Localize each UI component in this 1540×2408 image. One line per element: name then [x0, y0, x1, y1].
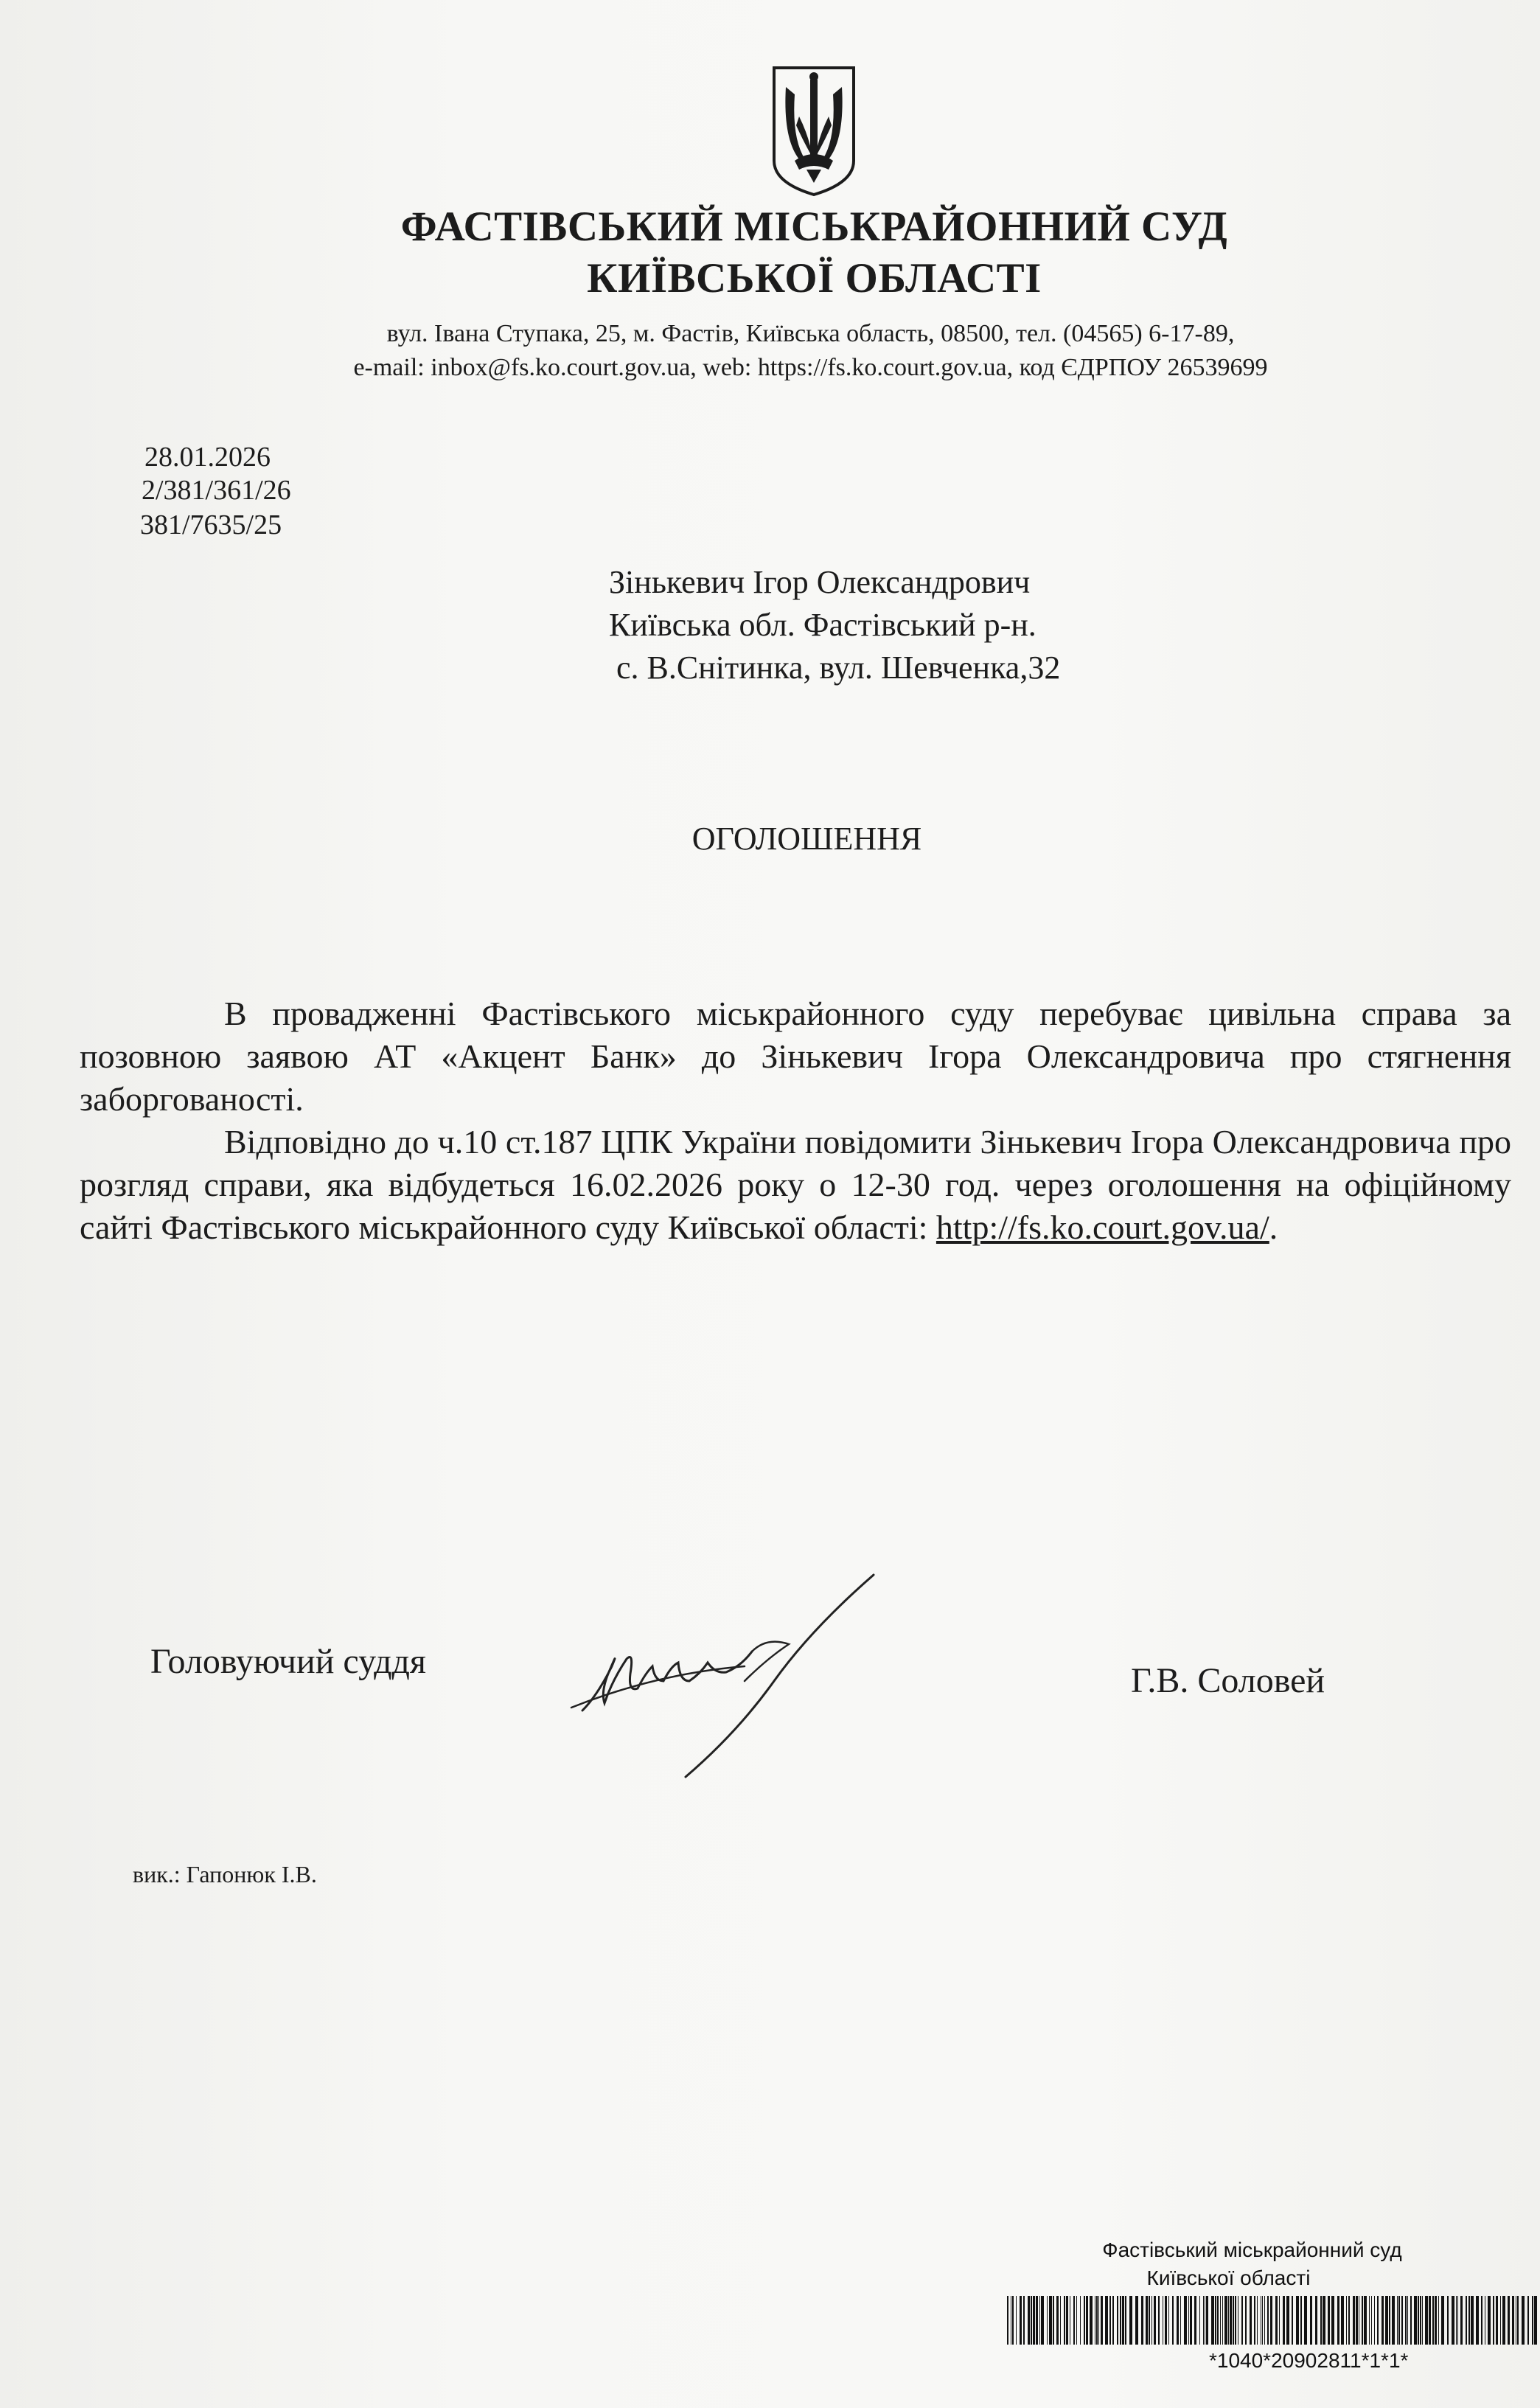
barcode-bar [1090, 2296, 1093, 2345]
barcode-bar [1125, 2296, 1126, 2345]
barcode-bar [1418, 2296, 1419, 2345]
barcode-bar [1016, 2296, 1017, 2345]
barcode-bar [1512, 2296, 1514, 2345]
trident-emblem-icon [770, 65, 858, 198]
barcode-bar [1275, 2296, 1278, 2345]
outgoing-number: 2/381/361/26 [142, 475, 291, 506]
barcode-bar [1517, 2296, 1519, 2345]
barcode-bar [1120, 2296, 1121, 2345]
barcode-bar [1228, 2296, 1229, 2345]
barcode-bar [1283, 2296, 1285, 2345]
barcode-bar [1346, 2296, 1347, 2345]
barcode-bar [1233, 2296, 1234, 2345]
barcode-bar [1420, 2296, 1421, 2345]
barcode-bar [1356, 2296, 1358, 2345]
barcode-bar [1146, 2296, 1148, 2345]
barcode-bar [1039, 2296, 1040, 2345]
barcode-bar [1267, 2296, 1269, 2345]
barcode-bar [1447, 2296, 1449, 2345]
barcode-bar [1158, 2296, 1160, 2345]
barcode-bar [1500, 2296, 1501, 2345]
stamp-court-name: Фастівський міськрайонний суд [1102, 2238, 1402, 2261]
barcode-bar [1257, 2296, 1258, 2345]
barcode-bar [1217, 2296, 1219, 2345]
barcode-bar [1364, 2296, 1367, 2345]
barcode-bar [1414, 2296, 1417, 2345]
barcode-bar [1323, 2296, 1325, 2345]
barcode-bar [1471, 2296, 1474, 2345]
barcode-bar [1488, 2296, 1491, 2345]
recipient-name: Зінькевич Ігор Олександрович [609, 564, 1031, 600]
barcode-bar [1084, 2296, 1085, 2345]
barcode-bar [1374, 2296, 1375, 2345]
barcode-bar [1224, 2296, 1227, 2345]
barcode-bar [1023, 2296, 1025, 2345]
barcode-bar [1362, 2296, 1363, 2345]
notice-paragraph-1: В провадженні Фастівського міськрайонного суду перебуває цивільна справа за позовною заявою АТ «Акцент Банк» до Зінькевич Ігора Олександровича про стягнення заборгованості. [80, 995, 1511, 1118]
barcode-bar [1194, 2296, 1196, 2345]
barcode-bar [1172, 2296, 1174, 2345]
barcode-bar [1190, 2296, 1192, 2345]
barcode-bar [1066, 2296, 1068, 2345]
barcode-bar [1073, 2296, 1075, 2345]
barcode-bar [1410, 2296, 1412, 2345]
executor-note: вик.: Гапонюк І.В. [133, 1861, 317, 1887]
barcode-bar [1468, 2296, 1470, 2345]
barcode-bar [1141, 2296, 1143, 2345]
barcode-bar [1353, 2296, 1355, 2345]
barcode-bar [1286, 2296, 1289, 2345]
barcode-bar [1522, 2296, 1525, 2345]
barcode-bar [1457, 2296, 1458, 2345]
notice-paragraph-2-end: . [1269, 1208, 1278, 1246]
barcode-bar [1007, 2296, 1008, 2345]
barcode-bar [1211, 2296, 1214, 2345]
barcode-bar [1460, 2296, 1463, 2345]
barcode-bar [1493, 2296, 1494, 2345]
barcode-bar [1348, 2296, 1350, 2345]
barcode-bar [1496, 2296, 1498, 2345]
court-address: вул. Івана Ступака, 25, м. Фастів, Київська область, 08500, тел. (04565) 6-17-89, [386, 320, 1235, 347]
barcode-bar [1028, 2296, 1030, 2345]
barcode-bar [1328, 2296, 1330, 2345]
barcode-bar [1534, 2296, 1537, 2345]
barcode-bar [1080, 2296, 1081, 2345]
barcode-bar [1262, 2296, 1263, 2345]
case-number: 381/7635/25 [140, 509, 282, 540]
barcode-bar [1168, 2296, 1169, 2345]
stamp-region: Київської області [1146, 2266, 1311, 2289]
barcode-bar [1401, 2296, 1403, 2345]
barcode-bar [1098, 2296, 1099, 2345]
barcode-bar [1456, 2296, 1457, 2345]
barcode-bar [1060, 2296, 1061, 2345]
barcode-bar [1109, 2296, 1111, 2345]
barcode-bar [1241, 2296, 1243, 2345]
barcode-icon [1003, 2296, 1540, 2345]
notice-paragraph-2-text: Відповідно до ч.10 ст.187 ЦПК України повідомити Зінькевич Ігора Олександровича про розгляд справи, яка відбудеться 16.02.2026 року о 12-30 год. через оголошення на офіційному сайті Фастівського міськрайонного суду Київської області: [80, 1123, 1511, 1246]
barcode-bar [1036, 2296, 1038, 2345]
barcode-bar [1020, 2296, 1022, 2345]
barcode-bar [1398, 2296, 1400, 2345]
handwritten-signature [568, 1563, 892, 1784]
barcode-bar [1341, 2296, 1344, 2345]
barcode-bar [1385, 2296, 1388, 2345]
barcode-bar [1407, 2296, 1408, 2345]
barcode-bar [1476, 2296, 1479, 2345]
barcode-bar [1254, 2296, 1255, 2345]
barcode-bar [1177, 2296, 1179, 2345]
court-name-line1: ФАСТІВСЬКИЙ МІСЬКРАЙОННИЙ СУД [400, 203, 1228, 250]
barcode-bar [1105, 2296, 1108, 2345]
court-contacts: e-mail: inbox@fs.ko.court.gov.ua, web: https://fs.ko.court.gov.ua, код ЄДРПОУ 26539699 [353, 354, 1268, 381]
barcode-bar [1508, 2296, 1510, 2345]
barcode-bar [1441, 2296, 1444, 2345]
barcode-bar [1199, 2296, 1200, 2345]
barcode-bar [1435, 2296, 1437, 2345]
barcode-bar [1337, 2296, 1339, 2345]
barcode-bar [1188, 2296, 1189, 2345]
barcode-bar [1165, 2296, 1167, 2345]
barcode-bar [1056, 2296, 1059, 2345]
barcode-bar [1532, 2296, 1533, 2345]
barcode-bar [1377, 2296, 1379, 2345]
barcode-bar [1331, 2296, 1334, 2345]
barcode-bar [1235, 2296, 1236, 2345]
barcode-bar [1310, 2296, 1312, 2345]
barcode-bar [1425, 2296, 1428, 2345]
barcode-bar [1429, 2296, 1431, 2345]
barcode-bar [1296, 2296, 1299, 2345]
barcode-bar [1264, 2296, 1265, 2345]
barcode-bar [1122, 2296, 1124, 2345]
barcode-bar [1112, 2296, 1114, 2345]
notice-body [80, 992, 1511, 1249]
barcode-bar [1047, 2296, 1048, 2345]
barcode-bar [1230, 2296, 1232, 2345]
barcode-bar [1129, 2296, 1132, 2345]
barcode-bar [1527, 2296, 1529, 2345]
barcode-bar [1031, 2296, 1032, 2345]
barcode-bar [1033, 2296, 1035, 2345]
barcode-bar [1149, 2296, 1150, 2345]
barcode-bar [1389, 2296, 1390, 2345]
barcode-bar [1117, 2296, 1118, 2345]
barcode-bar [1371, 2296, 1372, 2345]
barcode-bar [1300, 2296, 1302, 2345]
barcode-number: *1040*20902811*1*1* [1209, 2349, 1409, 2372]
barcode-bar [1203, 2296, 1204, 2345]
judge-name: Г.В. Соловей [1131, 1661, 1325, 1700]
barcode-bar [1135, 2296, 1138, 2345]
notice-paragraph-2 [80, 1121, 1511, 1249]
barcode-bar [1053, 2296, 1054, 2345]
court-website-link[interactable]: http://fs.ko.court.gov.ua/ [936, 1208, 1269, 1246]
barcode-bar [1151, 2296, 1152, 2345]
barcode-bar [1438, 2296, 1439, 2345]
barcode-bar [1466, 2296, 1467, 2345]
recipient-region: Київська обл. Фастівський р-н. [609, 607, 1036, 643]
barcode-bar [1154, 2296, 1156, 2345]
court-name-line2: КИЇВСЬКОЇ ОБЛАСТІ [587, 255, 1042, 302]
presiding-judge-label: Головуючий суддя [150, 1642, 426, 1681]
barcode-bar [1012, 2296, 1014, 2345]
barcode-bar [1304, 2296, 1307, 2345]
barcode-bar [1064, 2296, 1065, 2345]
barcode-bar [1245, 2296, 1247, 2345]
barcode-bar [1220, 2296, 1221, 2345]
barcode-bar [1206, 2296, 1208, 2345]
barcode-bar [1481, 2296, 1482, 2345]
barcode-bar [1184, 2296, 1187, 2345]
barcode-bar [1222, 2296, 1223, 2345]
barcode-bar [1315, 2296, 1317, 2345]
barcode-bar [1049, 2296, 1052, 2345]
barcode-bar [1086, 2296, 1088, 2345]
barcode-bar [1270, 2296, 1272, 2345]
barcode-bar [1279, 2296, 1280, 2345]
barcode-bar [1076, 2296, 1077, 2345]
notice-heading: ОГОЛОШЕННЯ [691, 821, 922, 857]
barcode-bar [1320, 2296, 1322, 2345]
barcode-bar [1422, 2296, 1423, 2345]
barcode-bar [1180, 2296, 1181, 2345]
barcode-bar [1382, 2296, 1384, 2345]
barcode-bar [1041, 2296, 1044, 2345]
barcode-bar [1369, 2296, 1370, 2345]
barcode-bar [1432, 2296, 1434, 2345]
barcode-bar [1250, 2296, 1252, 2345]
barcode-bar [1101, 2296, 1103, 2345]
barcode-bar [1215, 2296, 1216, 2345]
barcode-bar [1292, 2296, 1293, 2345]
barcode-bar [1392, 2296, 1395, 2345]
barcode-bar [1096, 2296, 1098, 2345]
registry-stamp [1003, 2230, 1540, 2408]
document-date: 28.01.2026 [144, 442, 271, 473]
recipient-address: с. В.Снітинка, вул. Шевченка,32 [616, 650, 1061, 686]
barcode-bar [1452, 2296, 1454, 2345]
barcode-bar [1397, 2296, 1398, 2345]
barcode-bar [1502, 2296, 1505, 2345]
barcode-bar [1405, 2296, 1407, 2345]
